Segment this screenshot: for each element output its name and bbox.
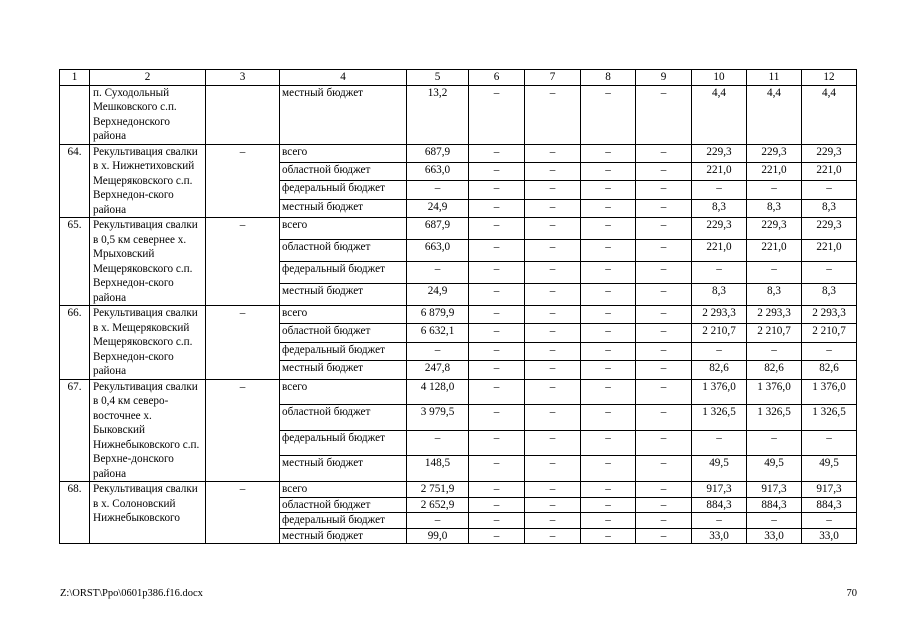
funding-source: областной бюджет (280, 162, 407, 180)
value-cell: – (581, 342, 636, 360)
value-cell: 1 326,5 (747, 405, 802, 431)
value-cell: – (525, 513, 581, 529)
value-cell: – (525, 284, 581, 306)
value-cell: – (581, 324, 636, 342)
value-cell: – (581, 262, 636, 284)
funding-source: всего (280, 306, 407, 324)
value-cell: – (581, 361, 636, 379)
value-cell: – (469, 240, 525, 262)
value-cell: – (525, 144, 581, 162)
value-cell: 8,3 (692, 284, 747, 306)
value-cell: 229,3 (802, 218, 857, 240)
value-cell: – (469, 342, 525, 360)
table-row (60, 482, 857, 498)
value-cell: – (692, 262, 747, 284)
value-cell: 13,2 (407, 85, 469, 144)
value-cell: – (636, 361, 692, 379)
value-cell: – (469, 430, 525, 456)
value-cell: – (525, 361, 581, 379)
value-cell: – (581, 181, 636, 199)
header-cell: 11 (747, 70, 802, 86)
value-cell: – (581, 513, 636, 529)
value-cell: 1 376,0 (747, 379, 802, 405)
funding-source: местный бюджет (280, 361, 407, 379)
value-cell: 663,0 (407, 162, 469, 180)
value-cell: – (581, 306, 636, 324)
value-cell: – (581, 199, 636, 217)
header-cell: 8 (581, 70, 636, 86)
value-cell: – (469, 324, 525, 342)
value-cell: – (525, 405, 581, 431)
value-cell: 82,6 (802, 361, 857, 379)
header-cell: 4 (280, 70, 407, 86)
measure-description: п. Суходольный Мешковского с.п. Верхнедонского района (90, 85, 206, 144)
value-cell: – (469, 144, 525, 162)
funding-source: федеральный бюджет (280, 430, 407, 456)
value-cell: – (469, 181, 525, 199)
funding-source: областной бюджет (280, 240, 407, 262)
value-cell: 2 293,3 (747, 306, 802, 324)
value-cell: – (525, 482, 581, 498)
funding-source: всего (280, 379, 407, 405)
header-cell: 10 (692, 70, 747, 86)
value-cell: – (525, 162, 581, 180)
value-cell: – (407, 430, 469, 456)
value-cell: – (581, 497, 636, 513)
value-cell: – (469, 361, 525, 379)
value-cell: – (581, 218, 636, 240)
value-cell: 2 652,9 (407, 497, 469, 513)
value-cell: – (525, 181, 581, 199)
funding-source: областной бюджет (280, 497, 407, 513)
value-cell: – (581, 405, 636, 431)
value-cell: – (747, 181, 802, 199)
measure-description: Рекультивация свалки в х. Мещеряковский Мещеряковского с.п. Верхнедон-ского района (90, 306, 206, 380)
value-cell: 4,4 (802, 85, 857, 144)
value-cell: – (581, 528, 636, 544)
value-cell: – (525, 342, 581, 360)
value-cell: – (581, 85, 636, 144)
value-cell: – (636, 162, 692, 180)
value-cell: – (407, 262, 469, 284)
funding-source: федеральный бюджет (280, 513, 407, 529)
value-cell: – (469, 85, 525, 144)
value-cell: – (636, 482, 692, 498)
value-cell: 687,9 (407, 218, 469, 240)
value-cell: 247,8 (407, 361, 469, 379)
funding-source: областной бюджет (280, 324, 407, 342)
value-cell: – (581, 379, 636, 405)
measure-description: Рекультивация свалки в х. Солоновский Нижнебыковского (90, 482, 206, 544)
value-cell: 884,3 (802, 497, 857, 513)
value-cell: 82,6 (747, 361, 802, 379)
value-cell: – (747, 513, 802, 529)
value-cell: – (469, 262, 525, 284)
value-cell: – (525, 199, 581, 217)
value-cell: – (636, 513, 692, 529)
value-cell: 687,9 (407, 144, 469, 162)
header-cell: 12 (802, 70, 857, 86)
value-cell: – (802, 342, 857, 360)
value-cell: 148,5 (407, 456, 469, 482)
value-cell: – (636, 342, 692, 360)
page-number: 70 (846, 588, 857, 599)
value-cell: – (469, 482, 525, 498)
value-cell: – (525, 218, 581, 240)
value-cell: – (525, 240, 581, 262)
budget-table (59, 69, 857, 544)
value-cell: – (407, 342, 469, 360)
value-cell: – (469, 405, 525, 431)
value-cell: – (525, 497, 581, 513)
value-cell: – (581, 430, 636, 456)
col3-cell: – (206, 144, 280, 218)
value-cell: – (636, 144, 692, 162)
value-cell: 8,3 (802, 284, 857, 306)
value-cell: 99,0 (407, 528, 469, 544)
value-cell: – (636, 497, 692, 513)
measure-description: Рекультивация свалки в 0,4 км северо-восточнее х. Быковский Нижнебыковского с.п. Верхне-донского района (90, 379, 206, 482)
row-number: 67. (60, 379, 90, 482)
value-cell: – (525, 528, 581, 544)
header-row (60, 70, 857, 86)
value-cell: 1 376,0 (692, 379, 747, 405)
value-cell: 8,3 (802, 199, 857, 217)
value-cell: 4,4 (692, 85, 747, 144)
value-cell: 221,0 (747, 240, 802, 262)
value-cell: 1 326,5 (692, 405, 747, 431)
value-cell: – (692, 181, 747, 199)
value-cell: 8,3 (747, 284, 802, 306)
col3-cell: – (206, 218, 280, 306)
value-cell: 221,0 (802, 162, 857, 180)
value-cell: 229,3 (747, 144, 802, 162)
col3-cell: – (206, 379, 280, 482)
row-number (60, 85, 90, 144)
value-cell: – (692, 430, 747, 456)
value-cell: 2 210,7 (802, 324, 857, 342)
value-cell: – (581, 144, 636, 162)
funding-source: всего (280, 218, 407, 240)
value-cell: 49,5 (692, 456, 747, 482)
value-cell: 2 751,9 (407, 482, 469, 498)
value-cell: – (802, 513, 857, 529)
value-cell: 33,0 (692, 528, 747, 544)
funding-source: местный бюджет (280, 528, 407, 544)
header-cell: 5 (407, 70, 469, 86)
value-cell: – (469, 162, 525, 180)
funding-source: местный бюджет (280, 85, 407, 144)
value-cell: 917,3 (747, 482, 802, 498)
value-cell: – (692, 342, 747, 360)
table-row (60, 144, 857, 162)
header-cell: 2 (90, 70, 206, 86)
header-cell: 3 (206, 70, 280, 86)
funding-source: областной бюджет (280, 405, 407, 431)
value-cell: – (469, 513, 525, 529)
row-number: 68. (60, 482, 90, 544)
value-cell: – (636, 379, 692, 405)
value-cell: – (636, 405, 692, 431)
value-cell: – (636, 284, 692, 306)
value-cell: – (747, 342, 802, 360)
value-cell: – (802, 262, 857, 284)
funding-source: местный бюджет (280, 284, 407, 306)
col3-cell: – (206, 306, 280, 380)
value-cell: 1 376,0 (802, 379, 857, 405)
value-cell: – (407, 513, 469, 529)
value-cell: – (636, 430, 692, 456)
value-cell: – (469, 528, 525, 544)
value-cell: 917,3 (802, 482, 857, 498)
value-cell: 2 293,3 (692, 306, 747, 324)
value-cell: 6 632,1 (407, 324, 469, 342)
value-cell: 8,3 (692, 199, 747, 217)
table-row (60, 306, 857, 324)
value-cell: 24,9 (407, 284, 469, 306)
value-cell: 49,5 (747, 456, 802, 482)
value-cell: 229,3 (747, 218, 802, 240)
file-path: Z:\ORST\Ppo\0601p386.f16.docx (60, 588, 203, 599)
value-cell: – (636, 324, 692, 342)
value-cell: – (525, 324, 581, 342)
funding-source: федеральный бюджет (280, 262, 407, 284)
value-cell: – (692, 513, 747, 529)
value-cell: 4,4 (747, 85, 802, 144)
value-cell: 229,3 (692, 144, 747, 162)
value-cell: – (469, 497, 525, 513)
value-cell: 229,3 (692, 218, 747, 240)
row-number: 64. (60, 144, 90, 218)
value-cell: 221,0 (692, 240, 747, 262)
header-cell: 9 (636, 70, 692, 86)
funding-source: федеральный бюджет (280, 342, 407, 360)
value-cell: – (525, 262, 581, 284)
value-cell: – (581, 482, 636, 498)
value-cell: – (636, 218, 692, 240)
value-cell: 663,0 (407, 240, 469, 262)
value-cell: – (407, 181, 469, 199)
funding-source: местный бюджет (280, 199, 407, 217)
value-cell: 24,9 (407, 199, 469, 217)
value-cell: – (469, 306, 525, 324)
value-cell: 221,0 (747, 162, 802, 180)
table-row (60, 218, 857, 240)
value-cell: 884,3 (747, 497, 802, 513)
value-cell: – (636, 456, 692, 482)
header-cell: 6 (469, 70, 525, 86)
value-cell: – (747, 430, 802, 456)
value-cell: – (469, 218, 525, 240)
value-cell: 49,5 (802, 456, 857, 482)
value-cell: 229,3 (802, 144, 857, 162)
value-cell: – (636, 528, 692, 544)
value-cell: – (581, 240, 636, 262)
measure-description: Рекультивация свалки в 0,5 км севернее х. Мрыховский Мещеряковского с.п. Верхнедон-ского района (90, 218, 206, 306)
value-cell: – (747, 262, 802, 284)
header-cell: 1 (60, 70, 90, 86)
value-cell: – (636, 240, 692, 262)
value-cell: – (525, 456, 581, 482)
value-cell: – (469, 379, 525, 405)
value-cell: – (469, 284, 525, 306)
value-cell: – (802, 181, 857, 199)
funding-source: всего (280, 482, 407, 498)
value-cell: – (636, 181, 692, 199)
value-cell: 2 293,3 (802, 306, 857, 324)
row-number: 66. (60, 306, 90, 380)
header-cell: 7 (525, 70, 581, 86)
value-cell: – (525, 85, 581, 144)
value-cell: 3 979,5 (407, 405, 469, 431)
value-cell: 33,0 (802, 528, 857, 544)
value-cell: – (469, 199, 525, 217)
funding-source: местный бюджет (280, 456, 407, 482)
value-cell: 8,3 (747, 199, 802, 217)
value-cell: 884,3 (692, 497, 747, 513)
value-cell: – (525, 379, 581, 405)
col3-cell (206, 85, 280, 144)
value-cell: 2 210,7 (747, 324, 802, 342)
value-cell: 4 128,0 (407, 379, 469, 405)
value-cell: – (469, 456, 525, 482)
funding-source: федеральный бюджет (280, 181, 407, 199)
value-cell: – (525, 306, 581, 324)
value-cell: 221,0 (692, 162, 747, 180)
measure-description: Рекультивация свалки в х. Нижнетиховский Мещеряковского с.п. Верхнедон-ского района (90, 144, 206, 218)
value-cell: 1 326,5 (802, 405, 857, 431)
row-number: 65. (60, 218, 90, 306)
value-cell: – (581, 284, 636, 306)
value-cell: – (636, 306, 692, 324)
value-cell: – (802, 430, 857, 456)
value-cell: 82,6 (692, 361, 747, 379)
value-cell: – (581, 456, 636, 482)
value-cell: 221,0 (802, 240, 857, 262)
value-cell: 6 879,9 (407, 306, 469, 324)
value-cell: – (581, 162, 636, 180)
table-row (60, 85, 857, 144)
table-row (60, 379, 857, 405)
value-cell: 33,0 (747, 528, 802, 544)
value-cell: 2 210,7 (692, 324, 747, 342)
value-cell: – (525, 430, 581, 456)
value-cell: 917,3 (692, 482, 747, 498)
col3-cell: – (206, 482, 280, 544)
funding-source: всего (280, 144, 407, 162)
value-cell: – (636, 262, 692, 284)
value-cell: – (636, 199, 692, 217)
value-cell: – (636, 85, 692, 144)
